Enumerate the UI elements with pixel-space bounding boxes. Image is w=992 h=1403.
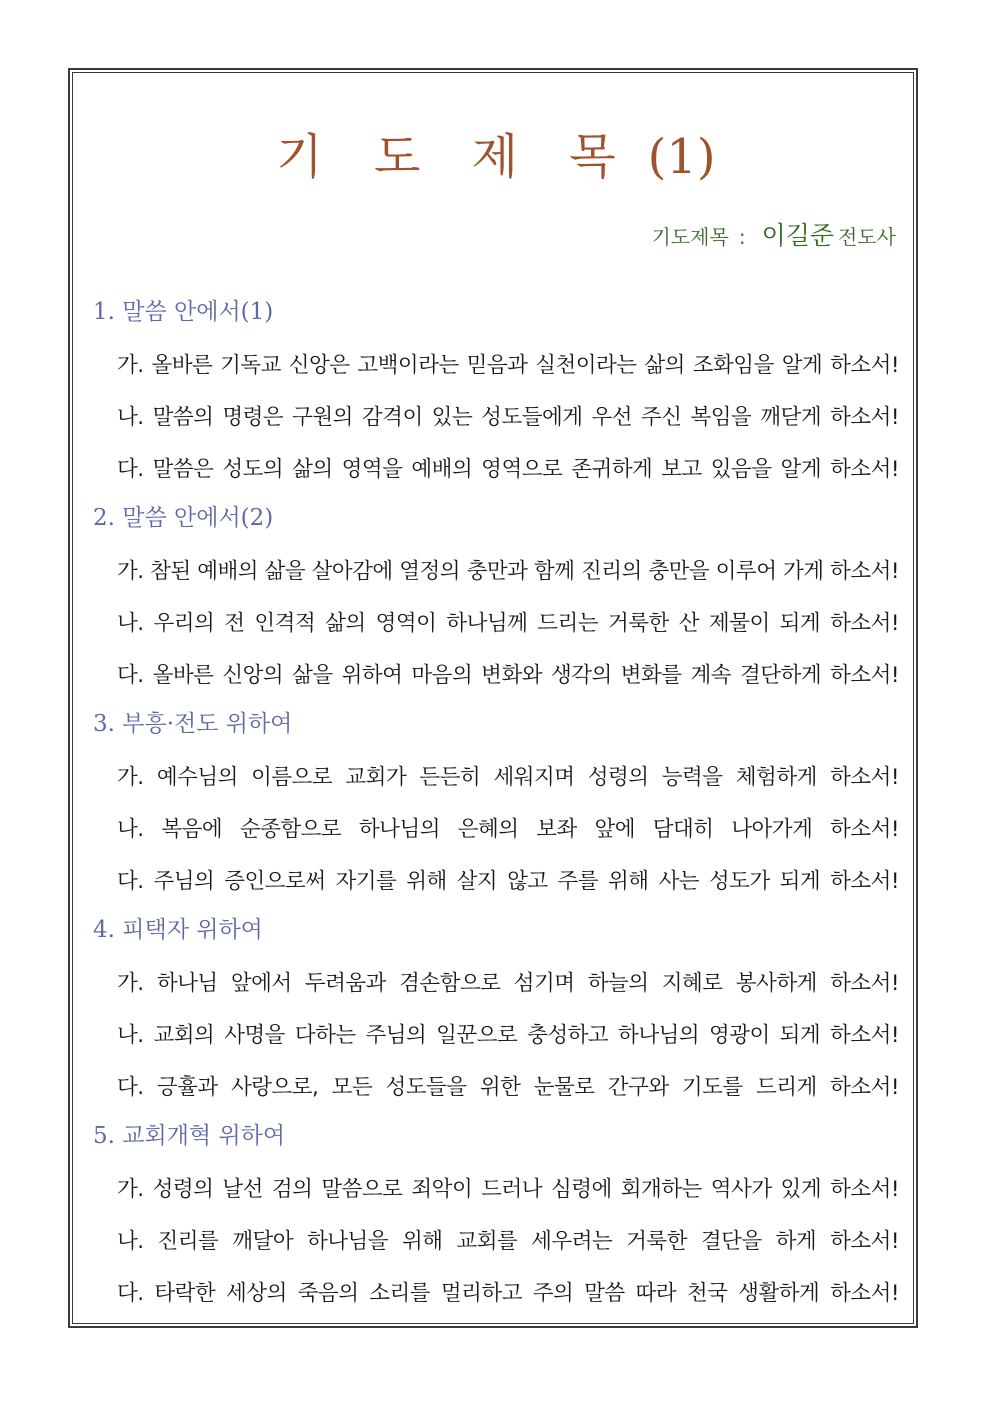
prayer-item: 나. 교회의 사명을 다하는 주님의 일꾼으로 충성하고 하나님의 영광이 되게 하소서! xyxy=(117,1023,899,1048)
prayer-item: 다. 말씀은 성도의 삶의 영역을 예배의 영역으로 존귀하게 보고 있음을 알게 하소서! xyxy=(117,457,899,482)
section-1 xyxy=(93,290,899,496)
prayer-item: 다. 올바른 신앙의 삶을 위하여 마음의 변화와 생각의 변화를 계속 결단하게 하소서! xyxy=(117,663,899,688)
page-title-number: (1) xyxy=(647,129,716,185)
section-3 xyxy=(93,702,899,908)
prayer-item: 나. 말씀의 명령은 구원의 감격이 있는 성도들에게 우선 주신 복임을 깨닫게 하소서! xyxy=(117,405,899,430)
page-title xyxy=(0,118,992,187)
byline-role: 전도사 xyxy=(838,225,896,249)
byline-label: 기도제목 xyxy=(651,225,729,249)
prayer-item: 가. 예수님의 이름으로 교회가 든든히 세워지며 성령의 능력을 체험하게 하소서! xyxy=(117,765,899,790)
prayer-item: 가. 성령의 날선 검의 말씀으로 죄악이 드러나 심령에 회개하는 역사가 있게 하소서! xyxy=(117,1177,899,1202)
prayer-item: 나. 복음에 순종함으로 하나님의 은혜의 보좌 앞에 담대히 나아가게 하소서! xyxy=(117,817,899,842)
byline-separator: : xyxy=(738,225,746,249)
section-title: 4. 피택자 위하여 xyxy=(93,917,263,943)
prayer-item: 가. 하나님 앞에서 두려움과 겸손함으로 섬기며 하늘의 지혜로 봉사하게 하소서! xyxy=(117,971,899,996)
byline-name: 이길준 xyxy=(761,221,835,250)
prayer-item: 다. 타락한 세상의 죽음의 소리를 멀리하고 주의 말씀 따라 천국 생활하게 하소서! xyxy=(117,1281,899,1306)
section-title: 3. 부흥·전도 위하여 xyxy=(93,711,293,737)
prayer-item: 가. 참된 예배의 삶을 살아감에 열정의 충만과 함께 진리의 충만을 이루어 가게 하소서! xyxy=(117,559,899,584)
prayer-item: 다. 주님의 증인으로써 자기를 위해 살지 않고 주를 위해 사는 성도가 되게 하소서! xyxy=(117,869,899,894)
prayer-item: 나. 진리를 깨달아 하나님을 위해 교회를 세우려는 거룩한 결단을 하게 하소서! xyxy=(117,1229,899,1254)
section-title: 1. 말씀 안에서(1) xyxy=(93,299,274,325)
section-2 xyxy=(93,496,899,702)
section-title: 2. 말씀 안에서(2) xyxy=(93,505,274,531)
section-5 xyxy=(93,1114,899,1320)
section-4 xyxy=(93,908,899,1114)
byline xyxy=(652,216,896,252)
prayer-item: 가. 올바른 기독교 신앙은 고백이라는 믿음과 실천이라는 삶의 조화임을 알게 하소서! xyxy=(117,353,899,378)
prayer-item: 나. 우리의 전 인격적 삶의 영역이 하나님께 드리는 거룩한 산 제물이 되게 하소서! xyxy=(117,611,899,636)
page-title-text: 기 도 제 목 xyxy=(276,129,634,185)
section-title: 5. 교회개혁 위하여 xyxy=(93,1123,286,1149)
prayer-list xyxy=(93,290,899,1320)
prayer-item: 다. 긍휼과 사랑으로, 모든 성도들을 위한 눈물로 간구와 기도를 드리게 하소서! xyxy=(117,1075,899,1100)
